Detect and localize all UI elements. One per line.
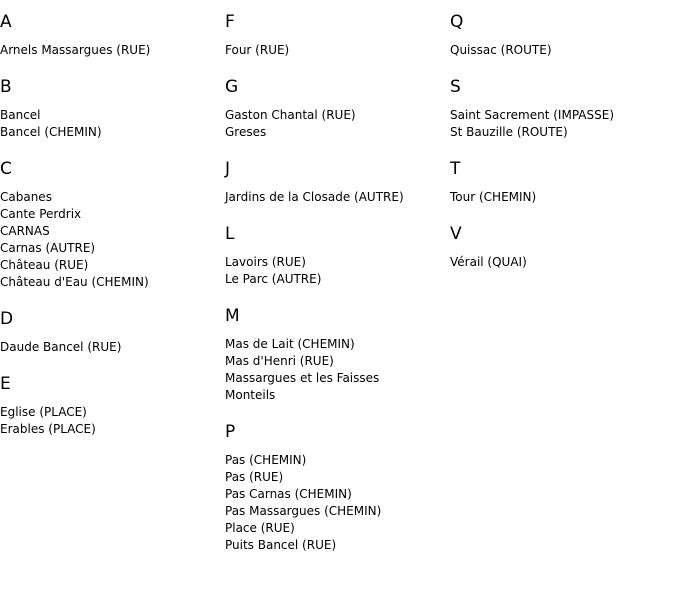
street-link[interactable]: Pas (CHEMIN) xyxy=(225,453,307,467)
index-column-3 xyxy=(450,11,675,571)
letter-group xyxy=(225,76,450,141)
street-list xyxy=(225,107,450,141)
street-link[interactable]: Greses xyxy=(225,125,267,139)
street-link[interactable]: Jardins de la Closade (AUTRE) xyxy=(225,190,404,204)
street-link[interactable]: Pas Massargues (CHEMIN) xyxy=(225,504,382,518)
street-link[interactable]: Vérail (QUAI) xyxy=(450,255,527,269)
street-link[interactable]: Pas Carnas (CHEMIN) xyxy=(225,487,352,501)
section-letter-heading: J xyxy=(225,159,231,179)
street-list xyxy=(450,107,675,141)
section-letter-heading: T xyxy=(450,159,461,179)
section-letter-heading: M xyxy=(225,306,240,326)
street-list xyxy=(0,42,225,59)
street-link[interactable]: Arnels Massargues (RUE) xyxy=(0,43,151,57)
street-list xyxy=(450,254,675,271)
street-list xyxy=(450,42,675,59)
street-link[interactable]: CARNAS xyxy=(0,224,50,238)
section-letter-heading: P xyxy=(225,422,236,442)
letter-group xyxy=(450,223,675,271)
street-link[interactable]: Cabanes xyxy=(0,190,52,204)
section-letter-heading: C xyxy=(0,159,12,179)
street-list xyxy=(225,452,450,554)
street-list xyxy=(0,339,225,356)
index-column-2 xyxy=(225,11,450,571)
letter-group xyxy=(450,158,675,206)
letter-group xyxy=(225,11,450,59)
letter-group xyxy=(450,11,675,59)
street-link[interactable]: Mas de Lait (CHEMIN) xyxy=(225,337,355,351)
street-list xyxy=(0,107,225,141)
street-list xyxy=(450,189,675,206)
street-link[interactable]: Puits Bancel (RUE) xyxy=(225,538,337,552)
street-link[interactable]: Cante Perdrix xyxy=(0,207,82,221)
street-link[interactable]: Four (RUE) xyxy=(225,43,290,57)
letter-group xyxy=(225,421,450,554)
street-link[interactable]: Place (RUE) xyxy=(225,521,295,535)
street-link[interactable]: Château (RUE) xyxy=(0,258,89,272)
section-letter-heading: F xyxy=(225,12,235,32)
street-link[interactable]: Erables (PLACE) xyxy=(0,422,96,436)
street-link[interactable]: Gaston Chantal (RUE) xyxy=(225,108,356,122)
section-letter-heading: Q xyxy=(450,12,464,32)
street-link[interactable]: Bancel xyxy=(0,108,41,122)
street-link[interactable]: Le Parc (AUTRE) xyxy=(225,272,322,286)
letter-group xyxy=(450,76,675,141)
street-link[interactable]: Quissac (ROUTE) xyxy=(450,43,552,57)
street-link[interactable]: Lavoirs (RUE) xyxy=(225,255,306,269)
street-link[interactable]: Carnas (AUTRE) xyxy=(0,241,96,255)
street-list xyxy=(0,189,225,291)
street-link[interactable]: Monteils xyxy=(225,388,276,402)
letter-group xyxy=(225,158,450,206)
letter-group xyxy=(0,373,225,438)
letter-group xyxy=(0,76,225,141)
section-letter-heading: G xyxy=(225,77,239,97)
street-list xyxy=(0,404,225,438)
letter-group xyxy=(225,305,450,404)
street-link[interactable]: Daude Bancel (RUE) xyxy=(0,340,122,354)
street-list xyxy=(225,189,450,206)
letter-group xyxy=(0,308,225,356)
index-column-1 xyxy=(0,11,225,571)
street-link[interactable]: Tour (CHEMIN) xyxy=(450,190,537,204)
street-link[interactable]: St Bauzille (ROUTE) xyxy=(450,125,568,139)
letter-group xyxy=(0,158,225,291)
street-list xyxy=(225,42,450,59)
section-letter-heading: L xyxy=(225,224,235,244)
street-link[interactable]: Pas (RUE) xyxy=(225,470,284,484)
section-letter-heading: B xyxy=(0,77,12,97)
street-link[interactable]: Massargues et les Faisses xyxy=(225,371,380,385)
street-link[interactable]: Saint Sacrement (IMPASSE) xyxy=(450,108,614,122)
street-link[interactable]: Eglise (PLACE) xyxy=(0,405,87,419)
street-list xyxy=(225,336,450,404)
section-letter-heading: D xyxy=(0,309,14,329)
street-index xyxy=(0,11,675,571)
section-letter-heading: A xyxy=(0,12,12,32)
letter-group xyxy=(225,223,450,288)
letter-group xyxy=(0,11,225,59)
street-link[interactable]: Château d'Eau (CHEMIN) xyxy=(0,275,149,289)
section-letter-heading: E xyxy=(0,374,11,394)
street-link[interactable]: Mas d'Henri (RUE) xyxy=(225,354,334,368)
section-letter-heading: V xyxy=(450,224,462,244)
street-list xyxy=(225,254,450,288)
street-link[interactable]: Bancel (CHEMIN) xyxy=(0,125,102,139)
section-letter-heading: S xyxy=(450,77,461,97)
